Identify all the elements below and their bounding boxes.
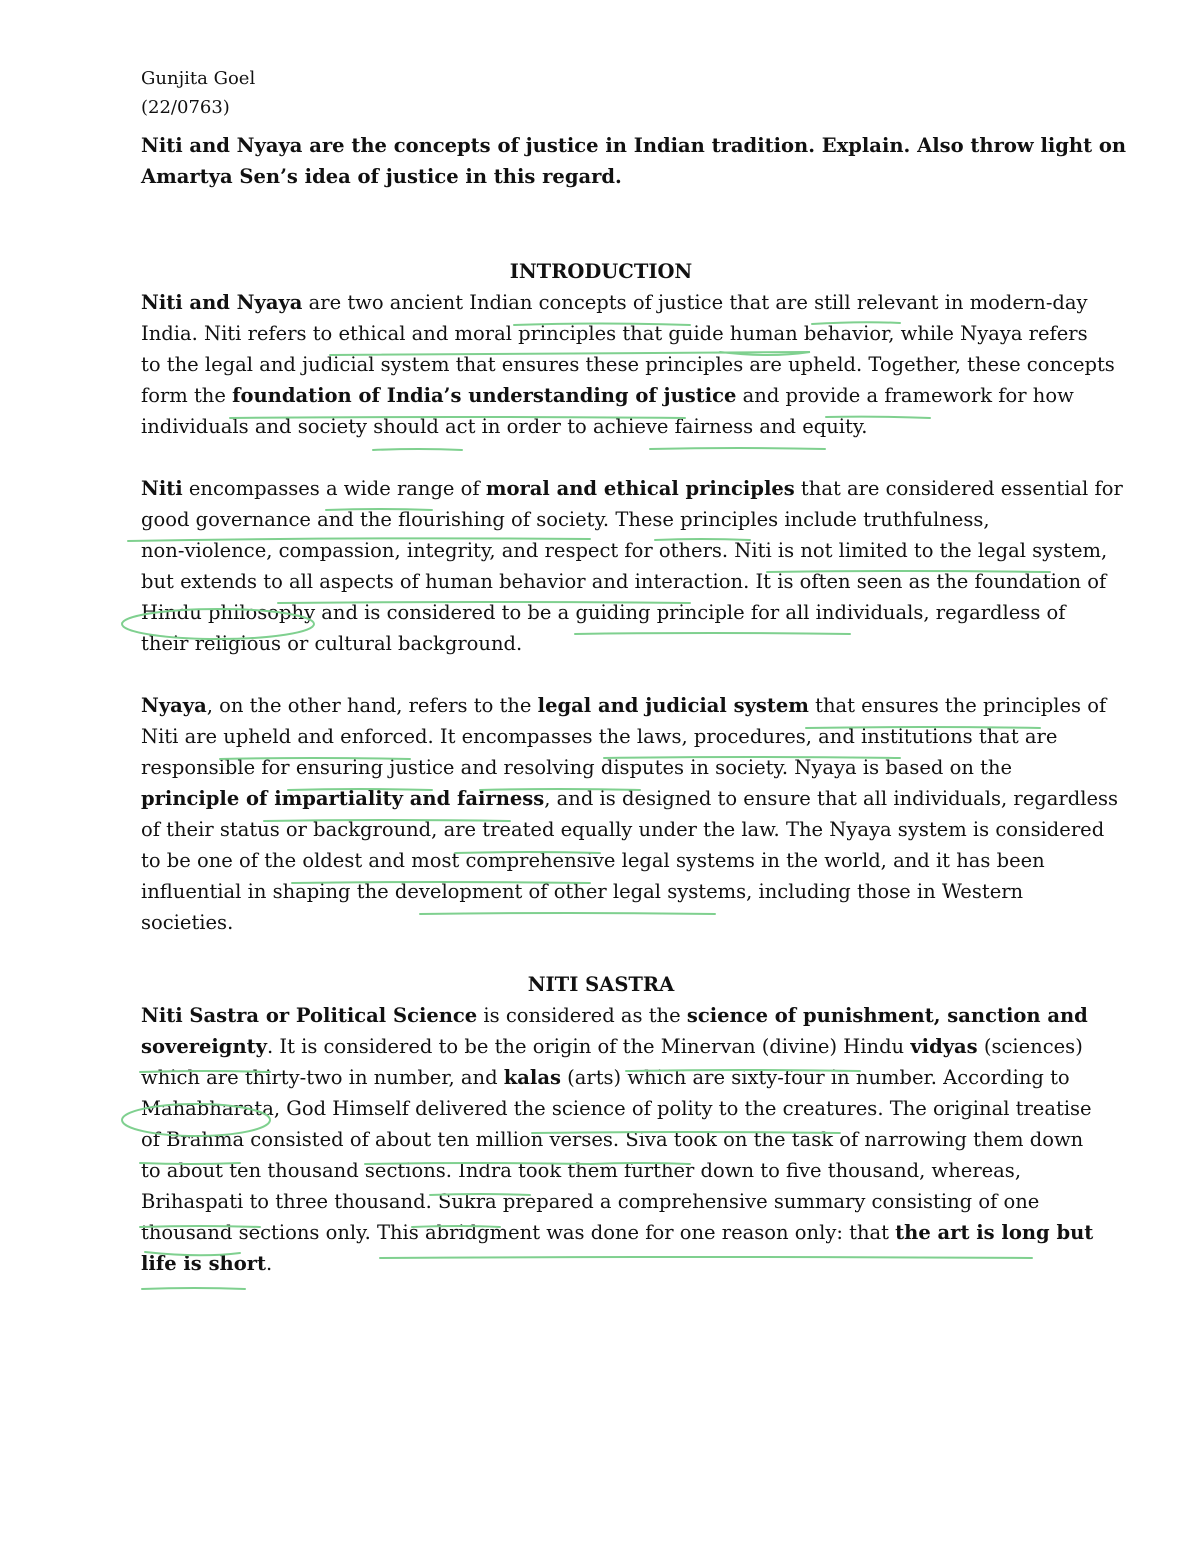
bold-text: science of punishment, sanction and [686,1004,1088,1027]
bold-text: vidyas [910,1035,978,1058]
underline-mark [142,1288,245,1289]
bold-text: legal and judicial system [537,694,809,717]
text-line [141,597,1066,628]
paragraph [141,1000,1094,1279]
text-line [141,318,1088,349]
text-line [141,1031,1083,1062]
text-run: is considered as the [477,1004,687,1027]
text-run: good governance and the flourishing of society. These principles include truthfulness, [141,508,990,531]
text-line [141,535,1108,566]
text-run: their religious or cultural background. [141,632,523,655]
text-run: of their status or background, are treated equally under the law. The Nyaya system is considered [141,818,1105,841]
text-run: (sciences) [977,1035,1083,1058]
text-run: and provide a framework for how [736,384,1074,407]
section-heading-introduction: INTRODUCTION [509,260,693,283]
text-line [141,349,1115,380]
text-line [141,1155,1061,1186]
paragraph [141,287,1115,442]
question-line: Amartya Sen’s idea of justice in this regard. [141,165,622,188]
text-line [141,1000,1088,1031]
paragraph [141,473,1123,659]
text-line [141,1186,1061,1217]
text-run: non-violence, compassion, integrity, and respect for others. Niti is not limited to the legal system, [141,539,1108,562]
question-line: Niti and Nyaya are the concepts of justice in Indian tradition. Explain. Also throw light on [141,134,1127,157]
text-run: societies. [141,911,234,934]
text-run: India. Niti refers to ethical and moral principles that guide human behavior, while Nyaya refers [141,322,1088,345]
text-run: to be one of the oldest and most comprehensive legal systems in the world, and it has been [141,849,1045,872]
text-line [141,380,1074,411]
text-run: are two ancient Indian concepts of justice that are still relevant in modern-day [302,291,1088,314]
text-run: form the [141,384,233,407]
text-run: responsible for ensuring justice and resolving disputes in society. Nyaya is based on the [141,756,1013,779]
bold-text: Niti [141,477,183,500]
text-run: thousand sections only. This abridgment was done for one reason only: that [141,1221,896,1244]
text-line [141,504,1061,535]
text-line [141,473,1123,504]
text-run: encompasses a wide range of [182,477,486,500]
text-run: Mahabharata, God Himself delivered the science of polity to the creatures. The original treatise [141,1097,1092,1120]
text-line [141,1248,1061,1279]
bold-text: Nyaya [141,694,207,717]
text-run: . It is considered to be the origin of the Minervan (divine) Hindu [266,1035,911,1058]
text-run: . [266,1252,273,1275]
text-line [141,1093,1092,1124]
text-run: Niti are upheld and enforced. It encompasses the laws, procedures, and institutions that are [141,725,1058,748]
text-run: , and is designed to ensure that all individuals, regardless [544,787,1118,810]
text-run: but extends to all aspects of human behavior and interaction. It is often seen as the foundation of [141,570,1107,593]
text-run: individuals and society should act in order to achieve fairness and equity. [141,415,868,438]
text-line [141,566,1107,597]
text-line [141,1124,1084,1155]
text-line [141,1062,1070,1093]
document-page [141,64,1127,1279]
text-run: that are considered essential for [794,477,1123,500]
text-run: that ensures the principles of [808,694,1107,717]
text-line [141,783,1118,814]
text-run: of Brahma consisted of about ten million verses. Siva took on the task of narrowing them down [141,1128,1084,1151]
text-run: to about ten thousand sections. Indra took them further down to five thousand, whereas, [141,1159,1022,1182]
text-line [141,752,1061,783]
text-line [141,876,1061,907]
text-line [141,907,1061,938]
text-run: (arts) which are sixty-four in number. According to [560,1066,1070,1089]
text-line [141,628,1061,659]
text-run: Hindu philosophy and is considered to be a guiding principle for all individuals, regardless of [141,601,1066,624]
text-line [141,721,1061,752]
roll-number: (22/0763) [141,97,230,118]
text-line [141,814,1105,845]
bold-text: life is short [141,1252,267,1275]
bold-text: kalas [503,1066,561,1089]
bold-text: principle of impartiality and fairness [141,787,545,810]
text-run: , on the other hand, refers to the [206,694,538,717]
text-run: Brihaspati to three thousand. Sukra prepared a comprehensive summary consisting of one [141,1190,1040,1213]
bold-text: sovereignty [141,1035,267,1058]
text-run: to the legal and judicial system that ensures these principles are upheld. Together, these concepts [141,353,1115,376]
author-name: Gunjita Goel [141,68,256,89]
bold-text: moral and ethical principles [485,477,795,500]
bold-text: Niti Sastra or Political Science [141,1004,478,1027]
bold-text: the art is long but [895,1221,1094,1244]
text-run: influential in shaping the development of other legal systems, including those in Western [141,880,1024,903]
text-line [141,411,1061,442]
text-run: which are thirty-two in number, and [141,1066,504,1089]
paragraph [141,690,1118,938]
section-heading-niti-sastra: NITI SASTRA [527,973,675,996]
text-line [141,1217,1094,1248]
text-line [141,845,1061,876]
bold-text: foundation of India’s understanding of justice [232,384,737,407]
text-line [141,690,1107,721]
text-line [141,287,1088,318]
bold-text: Niti and Nyaya [141,291,303,314]
